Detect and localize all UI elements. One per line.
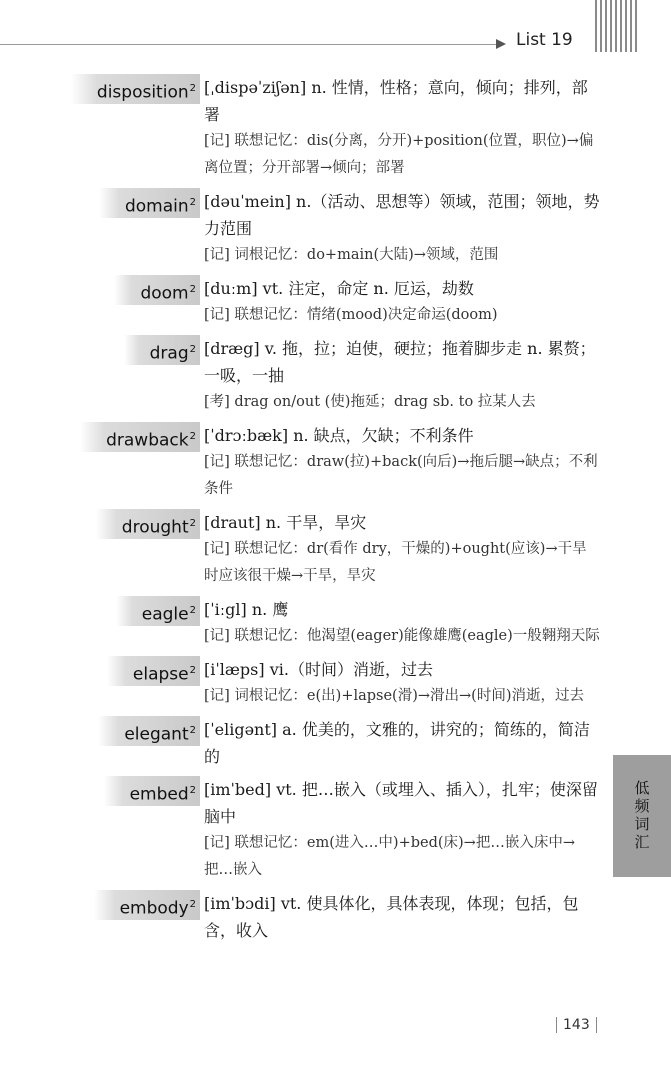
entry-body xyxy=(200,509,600,590)
entry-elapse xyxy=(0,656,600,710)
memory-note: [记] 联想记忆：dr(看作 dry，干燥的)+ought(应该)→干旱时应该很干燥→干旱，旱灾 xyxy=(204,541,587,584)
headword xyxy=(114,275,200,305)
headword xyxy=(116,596,200,626)
headword xyxy=(107,656,200,686)
headword-column xyxy=(0,656,200,686)
definition: [ˈiːgl] n. 鹰 xyxy=(204,600,289,619)
frequency-superscript: 2 xyxy=(189,518,196,529)
entry-body xyxy=(200,596,600,650)
memory-note: [记] 联想记忆：draw(拉)+back(向后)→拖后腿→缺点；不利条件 xyxy=(204,454,598,497)
entry-body xyxy=(200,716,600,770)
headword xyxy=(71,74,200,104)
entry-elegant xyxy=(0,716,600,770)
entry-body xyxy=(200,74,600,182)
headword-text: drought xyxy=(121,517,189,538)
entry-drawback xyxy=(0,422,600,503)
side-tab xyxy=(613,755,671,877)
definition: [iˈlæps] vi.（时间）消逝，过去 xyxy=(204,660,433,679)
entry-disposition xyxy=(0,74,600,182)
headword xyxy=(99,188,200,218)
headword-column xyxy=(0,596,200,626)
headword-column xyxy=(0,335,200,365)
headword xyxy=(98,716,200,746)
entry-body xyxy=(200,335,600,416)
entry-embed xyxy=(0,776,600,884)
definition: [duːm] vt. 注定，命定 n. 厄运，劫数 xyxy=(204,279,474,298)
headword-column xyxy=(0,275,200,305)
entry-domain xyxy=(0,188,600,269)
headword-text: elapse xyxy=(132,664,189,685)
memory-note: [记] 联想记忆：他渴望(eager)能像雄鹰(eagle)一般翱翔天际 xyxy=(204,628,600,644)
headword-column xyxy=(0,188,200,218)
side-tab-label: 低频词汇 xyxy=(632,780,651,852)
definition: [ˈeligənt] a. 优美的，文雅的，讲究的；简练的，简洁的 xyxy=(204,720,590,766)
frequency-superscript: 2 xyxy=(189,197,196,208)
entry-eagle xyxy=(0,596,600,650)
frequency-superscript: 2 xyxy=(189,785,196,796)
memory-note: [考] drag on/out (使)拖延；drag sb. to 拉某人去 xyxy=(204,394,536,410)
entry-drag xyxy=(0,335,600,416)
header-stripes-decoration xyxy=(595,0,639,52)
headword xyxy=(96,509,200,539)
entry-body xyxy=(200,656,600,710)
headword-text: embody xyxy=(119,898,189,919)
list-title: List 19 xyxy=(516,30,573,50)
headword-text: embed xyxy=(129,784,189,805)
entry-body xyxy=(200,422,600,503)
headword-text: drag xyxy=(149,343,189,364)
definition: [ˌdispəˈziʃən] n. 性情，性格；意向，倾向；排列，部署 xyxy=(204,78,588,124)
frequency-superscript: 2 xyxy=(189,665,196,676)
headword-text: doom xyxy=(140,283,189,304)
headword-text: domain xyxy=(124,196,189,217)
memory-note: [记] 联想记忆：dis(分离，分开)+position(位置，职位)→偏离位置；分开部署→倾向；部署 xyxy=(204,133,594,176)
entry-body xyxy=(200,188,600,269)
headword xyxy=(124,335,200,365)
header-rule xyxy=(0,44,498,45)
headword-text: elegant xyxy=(124,724,189,745)
headword-column xyxy=(0,509,200,539)
headword xyxy=(80,422,200,452)
headword-column xyxy=(0,776,200,806)
frequency-superscript: 2 xyxy=(189,83,196,94)
headword xyxy=(94,890,200,920)
page-number: 143 xyxy=(556,1017,597,1033)
frequency-superscript: 2 xyxy=(189,431,196,442)
headword-text: drawback xyxy=(106,430,189,451)
memory-note: [记] 词根记忆：e(出)+lapse(滑)→滑出→(时间)消逝，过去 xyxy=(204,688,584,704)
entry-body xyxy=(200,776,600,884)
entry-drought xyxy=(0,509,600,590)
headword-column xyxy=(0,422,200,452)
header-arrow-icon xyxy=(496,39,506,49)
definition: [dræg] v. 拖，拉；迫使，硬拉；拖着脚步走 n. 累赘；一吸，一抽 xyxy=(204,339,596,385)
entry-embody xyxy=(0,890,600,944)
definition: [draut] n. 干旱，旱灾 xyxy=(204,513,367,532)
frequency-superscript: 2 xyxy=(189,899,196,910)
memory-note: [记] 词根记忆：do+main(大陆)→领域，范围 xyxy=(204,247,499,263)
definition: [imˈbɔdi] vt. 使具体化，具体表现，体现；包括，包含，收入 xyxy=(204,894,579,940)
headword-column xyxy=(0,890,200,920)
frequency-superscript: 2 xyxy=(189,605,196,616)
entry-body xyxy=(200,890,600,944)
memory-note: [记] 联想记忆：情绪(mood)决定命运(doom) xyxy=(204,307,498,323)
frequency-superscript: 2 xyxy=(189,284,196,295)
entry-list xyxy=(0,74,600,950)
headword-text: eagle xyxy=(141,604,189,625)
memory-note: [记] 联想记忆：em(进入…中)+bed(床)→把…嵌入床中→把…嵌入 xyxy=(204,835,575,878)
entry-body xyxy=(200,275,600,329)
frequency-superscript: 2 xyxy=(189,725,196,736)
entry-doom xyxy=(0,275,600,329)
definition: [imˈbed] vt. 把…嵌入（或埋入、插入），扎牢；使深留脑中 xyxy=(204,780,598,826)
definition: [dəuˈmein] n.（活动、思想等）领域，范围；领地，势力范围 xyxy=(204,192,600,238)
headword-column xyxy=(0,74,200,104)
headword-text: disposition xyxy=(96,82,189,103)
definition: [ˈdrɔːbæk] n. 缺点，欠缺；不利条件 xyxy=(204,426,474,445)
frequency-superscript: 2 xyxy=(189,344,196,355)
headword-column xyxy=(0,716,200,746)
headword xyxy=(104,776,200,806)
